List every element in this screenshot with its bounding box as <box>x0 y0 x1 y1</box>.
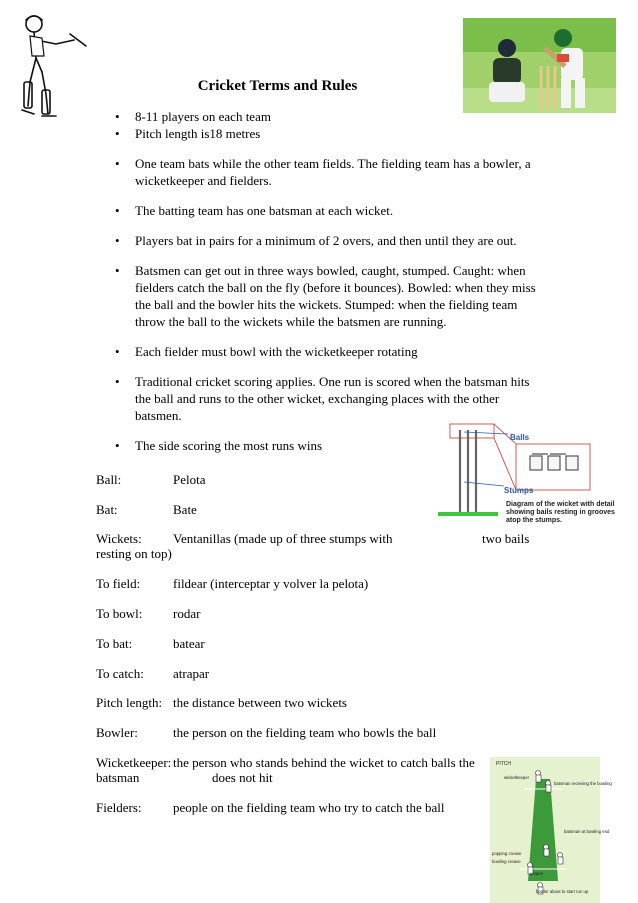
rule-item: • Pitch length is18 metres <box>115 125 545 142</box>
glossary-def-pitch-length: the distance between two wickets <box>173 695 347 710</box>
pitch-label-popping-crease: popping crease <box>492 851 522 856</box>
rule-item: • The side scoring the most runs wins <box>115 437 545 454</box>
glossary-term-bowl: To bowl: <box>96 606 143 621</box>
glossary-term-bat-verb: To bat: <box>96 636 133 651</box>
glossary-term-wickets: Wickets: <box>96 531 142 546</box>
rule-item: • 8-11 players on each team <box>115 108 545 125</box>
glossary-def-wickets: Ventanillas (made up of three stumps with <box>173 531 393 546</box>
batsman-clipart-icon <box>12 10 88 122</box>
pitch-label-wicketkeeper: wicketkeeper <box>504 775 530 780</box>
rule-item: • Batsmen can get out in three ways bowled, caught, stumped. Caught: when fielders catch the ball on the fly (before it bounces). Bowled: when they miss the ball and the bowler hits the wickets. Stumped: when the fielding team throw the ball to the wickets while the batsmen are running. <box>115 262 545 330</box>
glossary-def-ball: Pelota <box>173 472 206 487</box>
glossary-def-bat-verb: batear <box>173 636 205 651</box>
pitch-label-batsman-bowling-end: batsman at bowling end <box>564 829 610 834</box>
stumps-label: Stumps <box>504 486 534 495</box>
pitch-diagram <box>490 757 612 903</box>
pitch-label-bowling-crease: bowling crease <box>492 859 521 864</box>
glossary-def-fielders: people on the fielding team who try to catch the ball <box>173 800 445 815</box>
pitch-label-batsman-receiving: batsman receiving the bowling <box>554 781 612 786</box>
glossary-def-wicketkeeper-tail: does not hit <box>212 770 273 785</box>
pitch-label-bowler: bowler about to start run up <box>536 889 589 894</box>
glossary-def-bowl: rodar <box>173 606 201 621</box>
pitch-label-umpire: umpire <box>530 871 544 876</box>
pitch-heading: PITCH <box>496 761 511 767</box>
glossary-def-catch: atrapar <box>173 666 210 681</box>
rule-item: • Traditional cricket scoring applies. One run is scored when the batsman hits the ball and runs to the other wicket, exchanging places with the other batsmen. <box>115 373 545 424</box>
glossary-term-bat: Bat: <box>96 502 118 517</box>
glossary-term-pitch-length: Pitch length: <box>96 695 163 710</box>
glossary-term-fielders: Fielders: <box>96 800 142 815</box>
glossary-def-field: fildear (interceptar y volver la pelota) <box>173 576 369 591</box>
glossary-def-wickets-cont: resting on top) <box>96 546 172 561</box>
glossary-term-wicketkeeper: Wicketkeeper: <box>96 755 172 770</box>
rule-item: • Players bat in pairs for a minimum of 2 overs, and then until they are out. <box>115 232 545 249</box>
bails-label: Balls <box>510 433 530 442</box>
page-title: Cricket Terms and Rules <box>197 78 358 94</box>
rule-item: • Each fielder must bowl with the wicketkeeper rotating <box>115 343 545 360</box>
glossary-def-wickets-tail: two bails <box>482 531 530 546</box>
kids-cricket-photo <box>463 18 616 113</box>
glossary-def-bat: Bate <box>173 502 197 517</box>
glossary-term-ball: Ball: <box>96 472 122 487</box>
glossary-def-wicketkeeper: the person who stands behind the wicket to catch balls the <box>173 755 475 770</box>
rules-list <box>115 108 545 454</box>
glossary-def-bowler: the person on the fielding team who bowls the ball <box>173 725 437 740</box>
glossary-term-field: To field: <box>96 576 141 591</box>
glossary-term-catch: To catch: <box>96 666 144 681</box>
glossary-term-bowler: Bowler: <box>96 725 138 740</box>
glossary-def-wicketkeeper-cont: batsman <box>96 770 140 785</box>
rule-item: • One team bats while the other team fields. The fielding team has a bowler, a wicketkeeper and fielders. <box>115 155 545 189</box>
rule-item: • The batting team has one batsman at each wicket. <box>115 202 545 219</box>
wicket-diagram-caption: Diagram of the wicket with detail showing bails resting in grooves atop the stumps. <box>506 501 615 524</box>
